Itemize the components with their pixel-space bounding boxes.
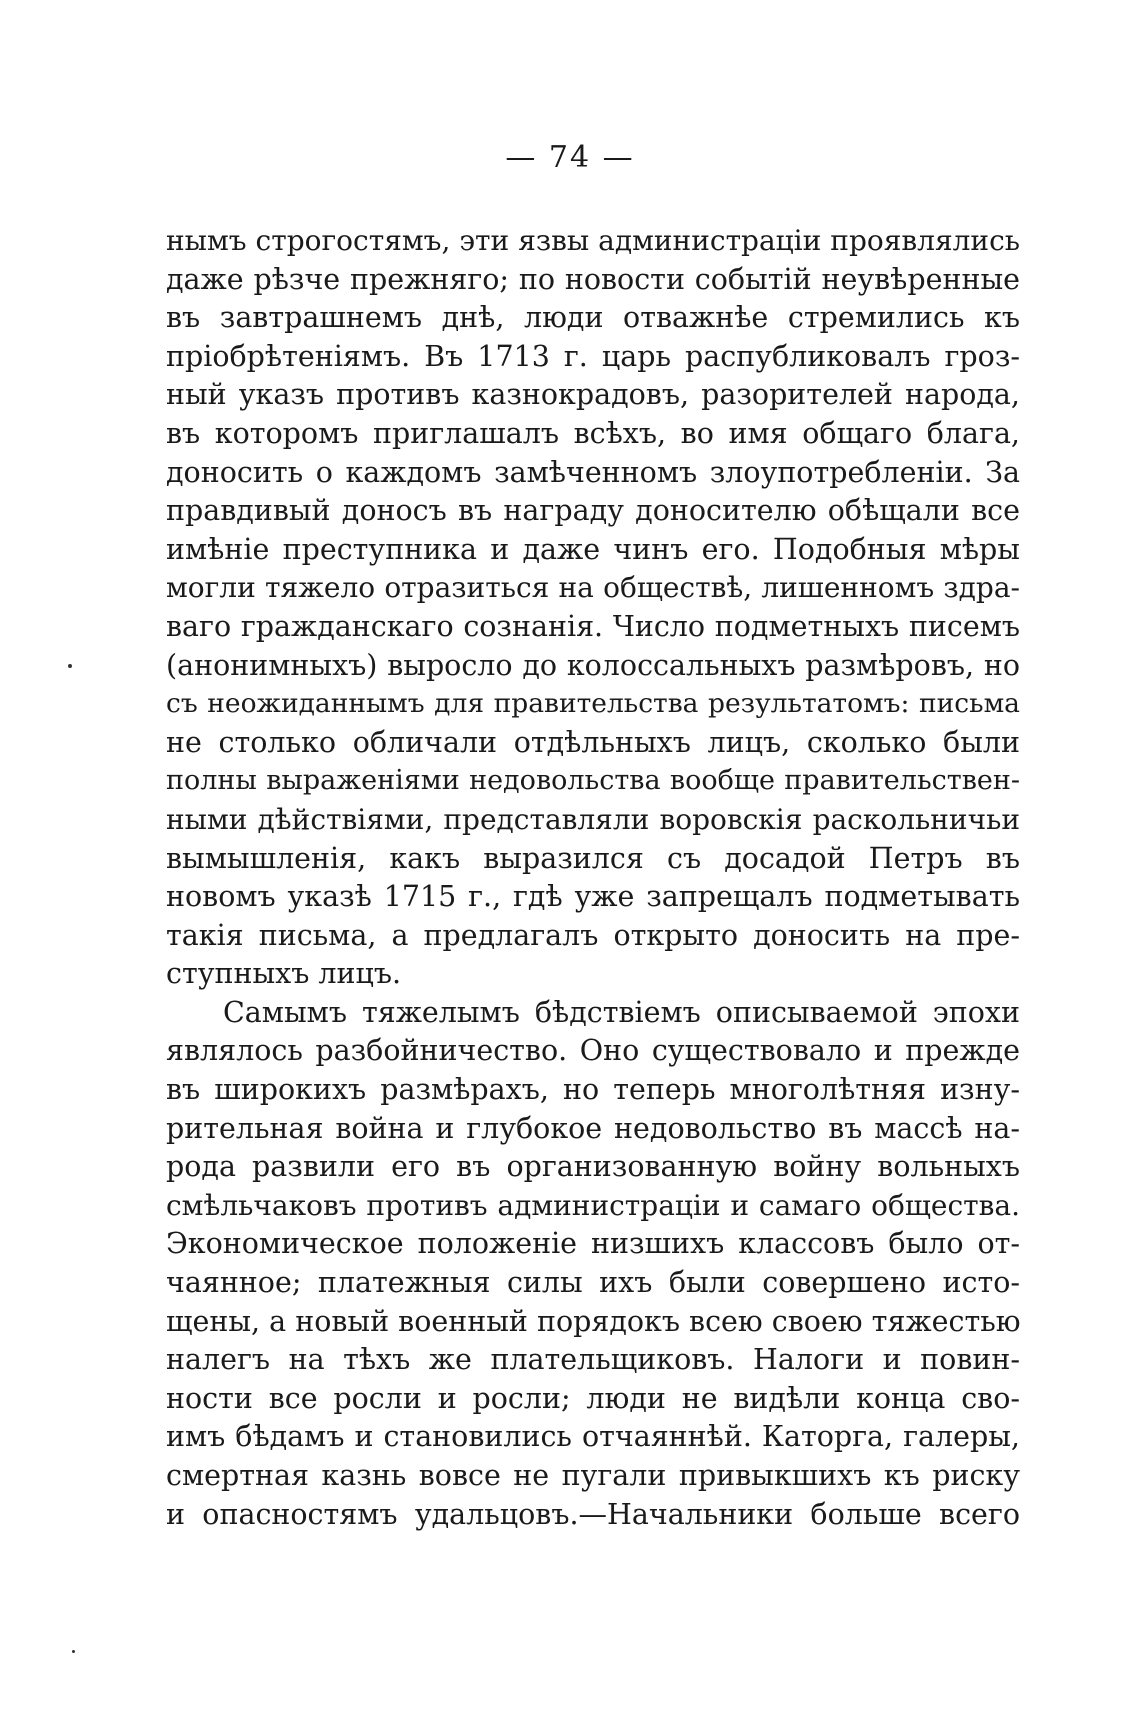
paragraph-1	[166, 222, 1020, 994]
text-line: въ широкихъ размѣрахъ, но теперь многолѣтняя изну-	[166, 1073, 1020, 1107]
page-number: — 74 —	[505, 140, 635, 175]
text-line: смертная казнь вовсе не пугали привыкшихъ къ риску	[166, 1459, 1020, 1492]
text-line: смѣльчаковъ противъ администраціи и самаго общества.	[166, 1188, 1020, 1222]
text-line: съ неожиданнымъ для правительства результатомъ: письма	[166, 688, 1020, 720]
paragraph-2	[166, 994, 1020, 1534]
text-line: вымышленія, какъ выразился съ досадой Петръ въ	[166, 841, 1020, 875]
text-line: ваго гражданскаго сознанія. Число подметныхъ писемъ	[166, 609, 1020, 643]
text-line: Самымъ тяжелымъ бѣдствіемъ описываемой эпохи	[223, 995, 1020, 1029]
text-line: (анонимныхъ) выросло до колоссальныхъ размѣровъ, но	[166, 648, 1020, 682]
scan-speck	[72, 1650, 75, 1653]
text-line: пріобрѣтеніямъ. Въ 1713 г. царь распубликовалъ гроз-	[166, 339, 1020, 373]
text-line: имъ бѣдамъ и становились отчаяннѣй. Каторга, галеры,	[166, 1420, 1020, 1454]
text-line: рода развили его въ организованную войну вольныхъ	[166, 1150, 1020, 1184]
body-text	[166, 222, 1020, 1534]
text-line: налегъ на тѣхъ же плательщиковъ. Налоги и повин-	[166, 1343, 1020, 1377]
text-line: не столько обличали отдѣльныхъ лицъ, сколько были	[166, 725, 1020, 759]
text-line: ный указъ противъ казнокрадовъ, разорителей народа,	[166, 378, 1020, 412]
text-line: такія письма, а предлагалъ открыто доносить на пре-	[166, 918, 1020, 952]
text-line: новомъ указѣ 1715 г., гдѣ уже запрещалъ подметывать	[166, 880, 1020, 914]
text-line: въ завтрашнемъ днѣ, люди отважнѣе стремились къ	[166, 301, 1020, 335]
text-line: ступныхъ лицъ.	[166, 957, 402, 991]
text-line: Экономическое положеніе низшихъ классовъ было от-	[166, 1227, 1020, 1261]
text-line: могли тяжело отразиться на обществѣ, лишенномъ здра-	[166, 571, 1020, 605]
text-line: имѣніе преступника и даже чинъ его. Подобныя мѣры	[166, 532, 1020, 566]
text-line: ными дѣйствіями, представляли воровскія раскольничьи	[166, 802, 1020, 836]
text-line: полны выраженіями недовольства вообще правительствен-	[166, 765, 1020, 797]
text-line: щены, а новый военный порядокъ всею своею тяжестью	[166, 1304, 1021, 1338]
text-line: ности все росли и росли; люди не видѣли конца сво-	[166, 1381, 1020, 1415]
text-line: доносить о каждомъ замѣченномъ злоупотребленіи. За	[166, 455, 1020, 489]
text-line: въ которомъ приглашалъ всѣхъ, во имя общаго блага,	[166, 416, 1020, 450]
text-line: чаянное; платежныя силы ихъ были совершено исто-	[166, 1266, 1020, 1300]
text-line: рительная война и глубокое недовольство въ массѣ на-	[166, 1111, 1020, 1145]
text-line: и опасностямъ удальцовъ.—Начальники больше всего	[166, 1497, 1020, 1531]
scan-speck	[68, 664, 72, 668]
text-line: правдивый доносъ въ награду доносителю обѣщали все	[166, 494, 1020, 528]
text-line: являлось разбойничество. Оно существовало и прежде	[166, 1034, 1020, 1068]
text-line: нымъ строгостямъ, эти язвы администраціи проявлялись	[166, 224, 1020, 257]
text-line: даже рѣзче прежняго; по новости событій неувѣренные	[166, 262, 1020, 296]
